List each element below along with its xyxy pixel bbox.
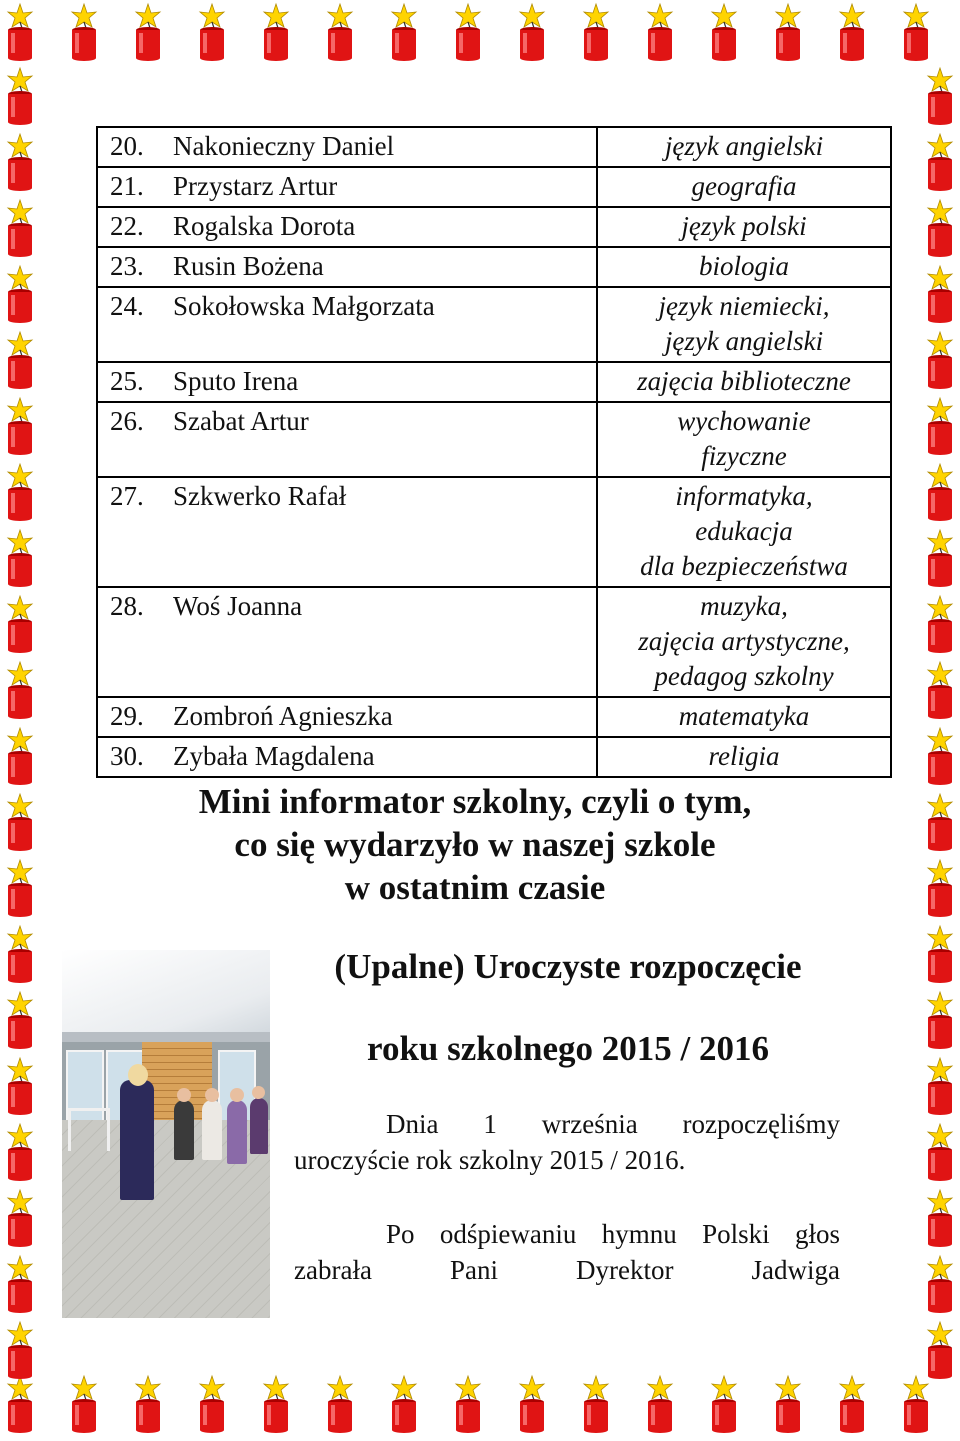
candle-icon bbox=[128, 2, 168, 64]
candle-icon bbox=[128, 1374, 168, 1436]
event-title-year: roku szkolnego 2015 / 2016 bbox=[367, 1029, 769, 1068]
table-row bbox=[97, 402, 891, 477]
candle-icon bbox=[384, 1374, 424, 1436]
table-row bbox=[97, 247, 891, 287]
candle-icon bbox=[448, 2, 488, 64]
section-title bbox=[90, 780, 860, 909]
candle-icon bbox=[920, 726, 960, 788]
candle-icon bbox=[0, 594, 40, 656]
subject-line: edukacja bbox=[695, 516, 793, 546]
teacher-subject bbox=[597, 477, 891, 587]
candle-icon bbox=[920, 594, 960, 656]
table-row bbox=[97, 207, 891, 247]
paragraph-line: Po odśpiewaniu hymnu Polski głos bbox=[386, 1219, 840, 1249]
candle-icon bbox=[0, 132, 40, 194]
teacher-name: Sokołowska Małgorzata bbox=[161, 287, 597, 362]
candle-icon bbox=[920, 264, 960, 326]
teacher-name: Rogalska Dorota bbox=[161, 207, 597, 247]
candle-icon bbox=[0, 924, 40, 986]
candle-icon bbox=[576, 2, 616, 64]
subject-line: informatyka, bbox=[675, 481, 813, 511]
teacher-subject bbox=[597, 127, 891, 167]
teacher-name: Nakonieczny Daniel bbox=[161, 127, 597, 167]
teacher-subject bbox=[597, 402, 891, 477]
candle-icon bbox=[0, 1320, 40, 1382]
candle-icon bbox=[0, 792, 40, 854]
candle-icon bbox=[192, 2, 232, 64]
candle-icon bbox=[0, 660, 40, 722]
candle-icon bbox=[512, 2, 552, 64]
subject-line: język niemiecki, bbox=[658, 291, 830, 321]
teacher-subject bbox=[597, 362, 891, 402]
candle-icon bbox=[704, 2, 744, 64]
row-number: 25. bbox=[97, 362, 161, 402]
candle-icon bbox=[320, 2, 360, 64]
row-number: 29. bbox=[97, 697, 161, 737]
table-row bbox=[97, 167, 891, 207]
row-number: 21. bbox=[97, 167, 161, 207]
candle-icon bbox=[920, 660, 960, 722]
teacher-name: Szkwerko Rafał bbox=[161, 477, 597, 587]
teacher-name: Szabat Artur bbox=[161, 402, 597, 477]
candle-icon bbox=[0, 66, 40, 128]
candle-icon bbox=[384, 2, 424, 64]
table-row bbox=[97, 737, 891, 777]
candle-icon bbox=[768, 2, 808, 64]
candle-icon bbox=[0, 198, 40, 260]
candle-icon bbox=[704, 1374, 744, 1436]
candle-icon bbox=[920, 924, 960, 986]
subject-line: matematyka bbox=[678, 701, 810, 731]
teacher-name: Rusin Bożena bbox=[161, 247, 597, 287]
candle-icon bbox=[832, 1374, 872, 1436]
table-row bbox=[97, 127, 891, 167]
candle-icon bbox=[0, 462, 40, 524]
candle-icon bbox=[920, 1056, 960, 1118]
candle-icon bbox=[920, 990, 960, 1052]
candle-icon bbox=[920, 330, 960, 392]
subject-line: zajęcia biblioteczne bbox=[637, 366, 851, 396]
candle-icon bbox=[192, 1374, 232, 1436]
subject-line: wychowanie bbox=[677, 406, 811, 436]
table-row bbox=[97, 287, 891, 362]
table-row bbox=[97, 477, 891, 587]
candle-icon bbox=[256, 1374, 296, 1436]
candle-icon bbox=[0, 1188, 40, 1250]
candle-icon bbox=[832, 2, 872, 64]
row-number: 20. bbox=[97, 127, 161, 167]
candle-icon bbox=[640, 2, 680, 64]
candle-icon bbox=[0, 990, 40, 1052]
subject-line: dla bezpieczeństwa bbox=[640, 551, 848, 581]
teacher-name: Zybała Magdalena bbox=[161, 737, 597, 777]
candle-icon bbox=[64, 1374, 104, 1436]
subject-line: zajęcia artystyczne, bbox=[638, 626, 850, 656]
candle-icon bbox=[920, 792, 960, 854]
candle-icon bbox=[0, 330, 40, 392]
candle-icon bbox=[0, 1374, 40, 1436]
teacher-table-body bbox=[97, 127, 891, 777]
candle-icon bbox=[0, 528, 40, 590]
paragraph-line: Dnia 1 września rozpoczęliśmy bbox=[386, 1109, 840, 1139]
subject-line: język polski bbox=[681, 211, 807, 241]
candle-icon bbox=[920, 1122, 960, 1184]
candle-icon bbox=[0, 726, 40, 788]
subject-line: język angielski bbox=[664, 326, 824, 356]
candle-icon bbox=[640, 1374, 680, 1436]
candle-icon bbox=[920, 1188, 960, 1250]
candle-icon bbox=[448, 1374, 488, 1436]
candle-icon bbox=[768, 1374, 808, 1436]
candle-icon bbox=[920, 1320, 960, 1382]
row-number: 27. bbox=[97, 477, 161, 587]
section-title-line: w ostatnim czasie bbox=[344, 868, 606, 907]
section-title-line: co się wydarzyło w naszej szkole bbox=[234, 825, 716, 864]
paragraph-line: uroczyście rok szkolny 2015 / 2016. bbox=[294, 1145, 686, 1175]
candle-icon bbox=[920, 1254, 960, 1316]
subject-line: religia bbox=[708, 741, 780, 771]
candle-icon bbox=[0, 264, 40, 326]
candle-icon bbox=[0, 2, 40, 64]
subject-line: fizyczne bbox=[701, 441, 787, 471]
candle-icon bbox=[256, 2, 296, 64]
row-number: 30. bbox=[97, 737, 161, 777]
teacher-subject bbox=[597, 167, 891, 207]
candle-icon bbox=[0, 396, 40, 458]
candle-icon bbox=[576, 1374, 616, 1436]
subject-line: geografia bbox=[691, 171, 797, 201]
subject-line: pedagog szkolny bbox=[654, 661, 834, 691]
candle-icon bbox=[0, 1056, 40, 1118]
candle-icon bbox=[0, 1254, 40, 1316]
teacher-name: Przystarz Artur bbox=[161, 167, 597, 207]
table-row bbox=[97, 697, 891, 737]
candle-icon bbox=[920, 198, 960, 260]
candle-icon bbox=[0, 858, 40, 920]
table-row bbox=[97, 362, 891, 402]
candle-icon bbox=[920, 462, 960, 524]
row-number: 24. bbox=[97, 287, 161, 362]
row-number: 28. bbox=[97, 587, 161, 697]
candle-icon bbox=[920, 396, 960, 458]
candle-icon bbox=[64, 2, 104, 64]
section-title-line: Mini informator szkolny, czyli o tym, bbox=[198, 782, 752, 821]
teacher-subject bbox=[597, 247, 891, 287]
candle-icon bbox=[320, 1374, 360, 1436]
teacher-name: Woś Joanna bbox=[161, 587, 597, 697]
teacher-subject bbox=[597, 207, 891, 247]
subject-line: muzyka, bbox=[700, 591, 788, 621]
candle-icon bbox=[0, 1122, 40, 1184]
teacher-subject bbox=[597, 737, 891, 777]
teacher-subject bbox=[597, 697, 891, 737]
row-number: 23. bbox=[97, 247, 161, 287]
paragraph-line: zabrała Pani Dyrektor Jadwiga bbox=[294, 1255, 840, 1285]
candle-icon bbox=[920, 858, 960, 920]
subject-line: biologia bbox=[698, 251, 789, 281]
row-number: 26. bbox=[97, 402, 161, 477]
candle-icon bbox=[920, 132, 960, 194]
subject-line: język angielski bbox=[664, 131, 824, 161]
row-number: 22. bbox=[97, 207, 161, 247]
teacher-name: Sputo Irena bbox=[161, 362, 597, 402]
candle-icon bbox=[920, 66, 960, 128]
teacher-name: Zombroń Agnieszka bbox=[161, 697, 597, 737]
candle-icon bbox=[920, 528, 960, 590]
teacher-table bbox=[96, 126, 892, 778]
candle-icon bbox=[512, 1374, 552, 1436]
candle-icon bbox=[896, 2, 936, 64]
candle-icon bbox=[896, 1374, 936, 1436]
event-title: (Upalne) Uroczyste rozpoczęcie bbox=[334, 947, 802, 986]
table-row bbox=[97, 587, 891, 697]
teacher-subject bbox=[597, 287, 891, 362]
teacher-subject bbox=[597, 587, 891, 697]
school-event-photo bbox=[62, 950, 270, 1318]
